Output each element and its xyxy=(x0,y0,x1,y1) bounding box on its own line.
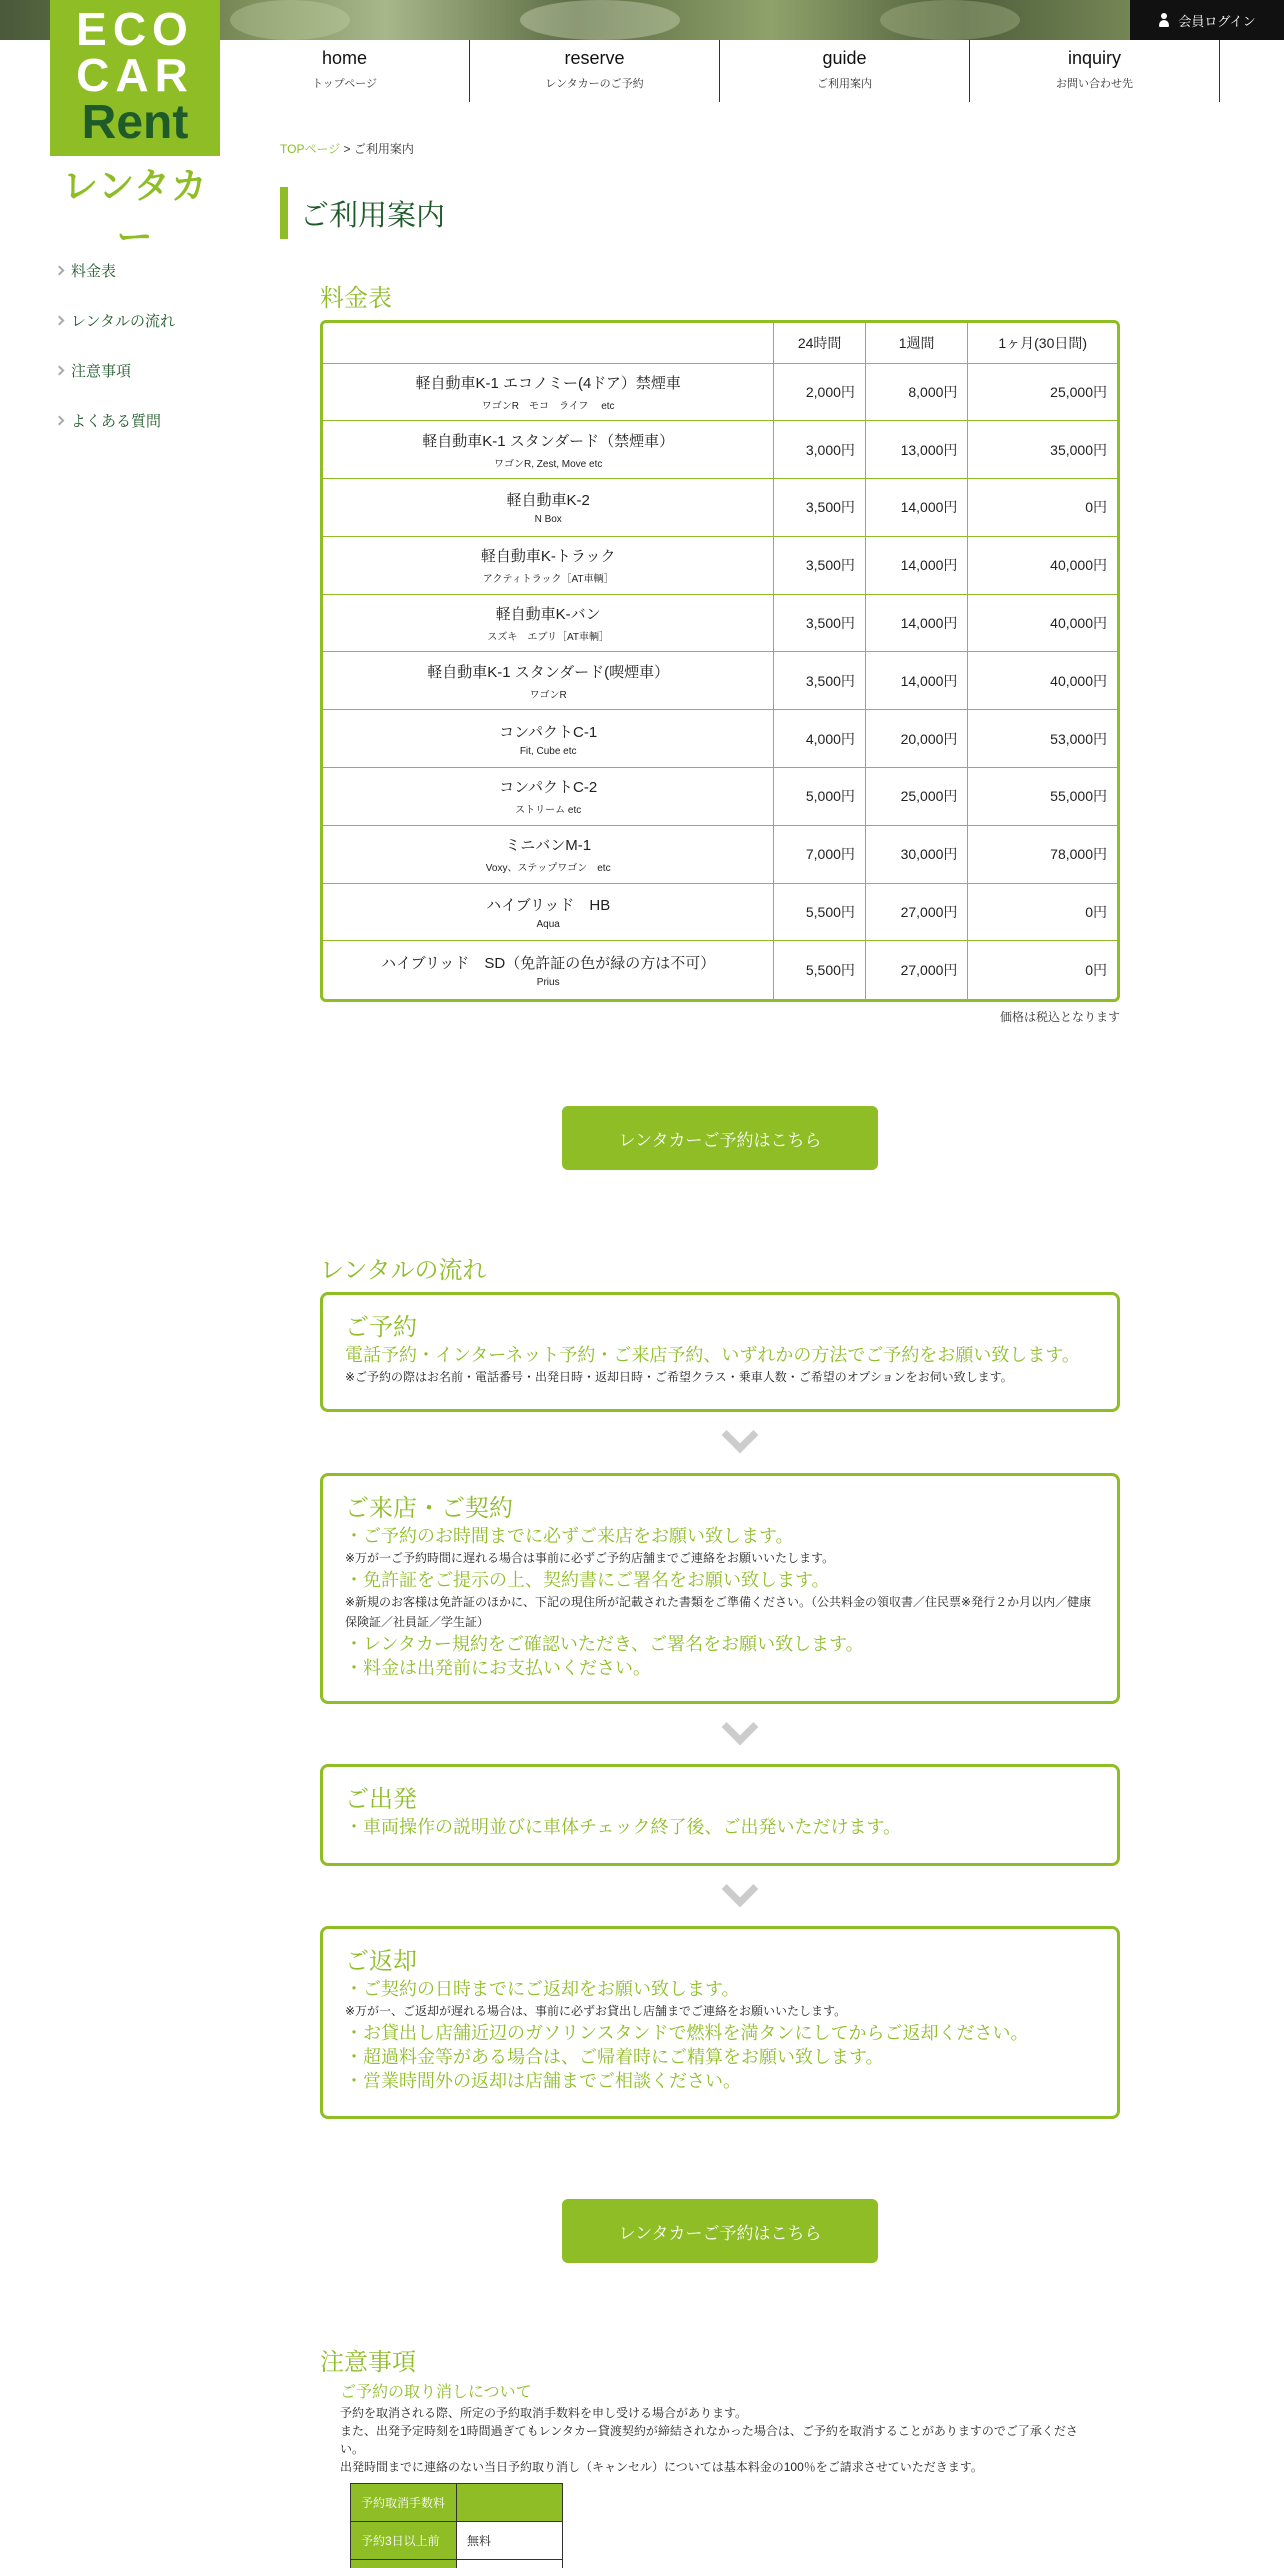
nav-label-ja: トップページ xyxy=(311,78,377,90)
price-1week: 14,000円 xyxy=(865,536,968,594)
price-1month: 35,000円 xyxy=(968,421,1117,479)
price-1week: 20,000円 xyxy=(865,710,968,768)
notice-text: また、出発予定時刻を1時間過ぎてもレンタカー貸渡契約が締結されなかった場合は、ご予約を取消することがありますのでご了承ください。 xyxy=(340,2424,1078,2456)
foliage-decoration xyxy=(880,0,1020,40)
step-note: ※万が一、ご返却が遅れる場合は、事前に必ずお貸出し店舗までご連絡をお願いいたします。 xyxy=(345,2004,847,2018)
price-24h: 3,500円 xyxy=(774,536,866,594)
nav-guide[interactable] xyxy=(720,40,970,102)
table-row xyxy=(323,536,1117,594)
flow-step-depart xyxy=(320,1764,1120,1866)
tax-note: 価格は税込となります xyxy=(999,1010,1120,1024)
reserve-cta-button[interactable]: レンタカーご予約はこちら xyxy=(562,2199,878,2263)
step-line: ・レンタカー規約をご確認いただき、ご署名をお願い致します。 xyxy=(345,1634,864,1654)
cancellation-notice xyxy=(340,2382,1100,2476)
step-line: ・免許証をご提示の上、契約書にご署名をお願い致します。 xyxy=(345,1570,830,1590)
flow-step-reserve xyxy=(320,1292,1120,1412)
vehicle-class-cell xyxy=(323,421,774,479)
fee-label-cell xyxy=(351,2560,457,2568)
foliage-decoration xyxy=(230,0,350,40)
vehicle-models: Aqua xyxy=(536,919,560,931)
vehicle-models: Fit, Cube etc xyxy=(519,745,577,757)
price-1month: 78,000円 xyxy=(968,825,1117,883)
vehicle-class-cell xyxy=(323,768,774,826)
vehicle-class-cell xyxy=(323,594,774,652)
price-24h: 2,000円 xyxy=(774,363,866,421)
sidebar-item-flow[interactable] xyxy=(56,295,256,345)
chevron-right-icon xyxy=(55,315,65,325)
vehicle-class-name: コンパクトC-1 xyxy=(499,723,598,741)
step-title: ご返却 xyxy=(345,1948,417,1975)
table-row xyxy=(351,2560,563,2568)
fee-value-cell: 無料 xyxy=(457,2522,563,2560)
price-24h: 7,000円 xyxy=(774,825,866,883)
vehicle-class-name: 軽自動車K-バン xyxy=(495,606,601,624)
notice-text: 予約を取消される際、所定の予約取消手数料を申し受ける場合があります。 xyxy=(340,2406,748,2420)
chevron-down-icon xyxy=(722,1871,759,1908)
pricing-heading: 料金表 xyxy=(320,285,392,312)
vehicle-models: N Box xyxy=(534,514,562,526)
vehicle-class-name: コンパクトC-2 xyxy=(499,779,598,797)
nav-home[interactable] xyxy=(220,40,470,102)
nav-label-ja: ご利用案内 xyxy=(817,78,872,90)
flow-step-return xyxy=(320,1926,1120,2119)
fee-header-cell-empty xyxy=(457,2484,563,2522)
fee-label-cell: 予約3日以上前 xyxy=(351,2522,457,2560)
price-1month: 40,000円 xyxy=(968,594,1117,652)
step-note: ※ご予約の際はお名前・電話番号・出発日時・返却日時・ご希望クラス・乗車人数・ご希望のオプションをお伺い致します。 xyxy=(345,1370,1013,1384)
nav-inquiry[interactable] xyxy=(970,40,1220,102)
vehicle-models: アクティトラック［AT車輌］ xyxy=(482,574,614,586)
price-24h: 5,500円 xyxy=(774,941,866,999)
step-note: ※新規のお客様は免許証のほかに、下記の現住所が記載された書類をご準備ください。（公共料金の領収書／住民票※発行２か月以内／健康保険証／社員証／学生証） xyxy=(345,1595,1092,1629)
chevron-down-icon xyxy=(722,1417,759,1454)
price-24h: 3,000円 xyxy=(774,421,866,479)
table-row xyxy=(323,594,1117,652)
price-24h: 5,500円 xyxy=(774,883,866,941)
price-1week: 25,000円 xyxy=(865,768,968,826)
vehicle-models: ワゴンR モコ ライフ etc xyxy=(481,400,615,412)
step-line: 電話予約・インターネット予約・ご来店予約、いずれかの方法でご予約をお願い致します。 xyxy=(345,1345,1080,1365)
vehicle-models: ストリーム etc xyxy=(515,805,582,817)
vehicle-class-name: ハイブリッド SD（免許証の色が緑の方は不可） xyxy=(381,955,716,973)
step-line: ・お貸出し店舗近辺のガソリンスタンドで燃料を満タンにしてからご返却ください。 xyxy=(345,2023,1029,2043)
price-1week: 14,000円 xyxy=(865,594,968,652)
breadcrumb xyxy=(280,140,414,157)
column-header: 24時間 xyxy=(774,323,866,363)
site-logo[interactable] xyxy=(50,0,220,257)
sidebar-item-notes[interactable] xyxy=(56,345,256,395)
page-title: ご利用案内 xyxy=(280,187,445,239)
foliage-decoration xyxy=(520,0,680,40)
table-row xyxy=(351,2522,563,2560)
price-24h: 4,000円 xyxy=(774,710,866,768)
price-1week: 27,000円 xyxy=(865,883,968,941)
sidebar-item-label: 注意事項 xyxy=(71,362,132,380)
logo-line-eco: ECO xyxy=(76,3,194,55)
vehicle-class-name: ミニバンM-1 xyxy=(505,837,592,855)
price-24h: 5,000円 xyxy=(774,768,866,826)
step-line: ・料金は出発前にお支払いください。 xyxy=(345,1658,651,1678)
sidebar-item-label: よくある質問 xyxy=(71,412,162,430)
vehicle-class-cell xyxy=(323,652,774,710)
fee-header-cell: 予約取消手数料 xyxy=(351,2484,457,2522)
logo-kana: レンタカー xyxy=(62,165,208,257)
nav-label-ja: お問い合わせ先 xyxy=(1056,78,1133,90)
price-1week: 14,000円 xyxy=(865,652,968,710)
table-header-row xyxy=(323,323,1117,363)
vehicle-models: ワゴンR xyxy=(529,689,567,701)
step-title: ご来店・ご契約 xyxy=(345,1495,513,1522)
vehicle-models: スズキ エブリ［AT車輌］ xyxy=(487,632,609,644)
step-note: ※万が一ご予約時間に遅れる場合は事前に必ずご予約店舗までご連絡をお願いいたします。 xyxy=(345,1551,835,1565)
breadcrumb-current: ご利用案内 xyxy=(353,142,414,156)
vehicle-models: Prius xyxy=(536,977,560,989)
table-row xyxy=(323,363,1117,421)
logo-line-car: CAR xyxy=(76,49,194,101)
table-row xyxy=(323,768,1117,826)
nav-reserve[interactable] xyxy=(470,40,720,102)
nav-label-en: guide xyxy=(822,48,867,68)
breadcrumb-separator: > xyxy=(340,142,354,156)
price-1month: 55,000円 xyxy=(968,768,1117,826)
vehicle-class-name: 軽自動車K-トラック xyxy=(480,548,616,566)
global-nav xyxy=(220,40,1220,102)
table-row xyxy=(323,479,1117,537)
sidebar-nav xyxy=(56,245,256,445)
chevron-right-icon xyxy=(55,265,65,275)
notes-heading: 注意事項 xyxy=(320,2349,416,2376)
price-1month: 40,000円 xyxy=(968,652,1117,710)
table-row xyxy=(323,941,1117,999)
nav-label-en: reserve xyxy=(564,48,625,68)
vehicle-class-name: 軽自動車K-1 スタンダード（禁煙車） xyxy=(422,432,675,450)
price-24h: 3,500円 xyxy=(774,652,866,710)
vehicle-class-cell xyxy=(323,710,774,768)
price-1month: 0円 xyxy=(968,883,1117,941)
column-header: 1週間 xyxy=(865,323,968,363)
column-header: 1ヶ月(30日間) xyxy=(968,323,1117,363)
vehicle-class-cell xyxy=(323,536,774,594)
step-line: ・超過料金等がある場合は、ご帰着時にご精算をお願い致します。 xyxy=(345,2047,884,2067)
step-title: ご予約 xyxy=(345,1314,417,1341)
table-row xyxy=(323,825,1117,883)
table-row xyxy=(323,652,1117,710)
member-login-button[interactable] xyxy=(1130,0,1284,40)
chevron-right-icon xyxy=(55,365,65,375)
logo-badge xyxy=(50,0,220,156)
vehicle-class-cell xyxy=(323,825,774,883)
price-1week: 30,000円 xyxy=(865,825,968,883)
step-line: ・ご契約の日時までにご返却をお願い致します。 xyxy=(345,1979,740,1999)
price-table xyxy=(320,320,1120,1002)
fee-value-cell xyxy=(457,2560,563,2568)
column-header xyxy=(323,323,774,363)
price-24h: 3,500円 xyxy=(774,479,866,537)
notice-title: ご予約の取り消しについて xyxy=(340,2384,532,2401)
step-line: ・車両操作の説明並びに車体チェック終了後、ご出発いただけます。 xyxy=(345,1817,902,1837)
cancellation-fee-table xyxy=(350,2483,563,2568)
nav-label-ja: レンタカーのご予約 xyxy=(545,78,644,90)
vehicle-models: Voxy、ステップワゴン etc xyxy=(485,863,611,875)
reserve-cta-button[interactable]: レンタカーご予約はこちら xyxy=(562,1106,878,1170)
vehicle-class-cell xyxy=(323,479,774,537)
table-row xyxy=(323,421,1117,479)
notice-text: 出発時間までに連絡のない当日予約取り消し（キャンセル）については基本料金の100％をご請求させていただきます。 xyxy=(340,2460,983,2474)
price-24h: 3,500円 xyxy=(774,594,866,652)
price-1month: 53,000円 xyxy=(968,710,1117,768)
price-1week: 27,000円 xyxy=(865,941,968,999)
chevron-down-icon xyxy=(722,1709,759,1746)
member-login-label: 会員ログイン xyxy=(1178,13,1256,29)
step-line: ・ご予約のお時間までに必ずご来店をお願い致します。 xyxy=(345,1526,794,1546)
step-title: ご出発 xyxy=(345,1786,417,1813)
user-icon xyxy=(1158,13,1170,27)
table-row xyxy=(323,710,1117,768)
nav-label-en: home xyxy=(321,48,368,68)
vehicle-class-cell xyxy=(323,941,774,999)
sidebar-item-label: レンタルの流れ xyxy=(71,312,176,330)
vehicle-class-name: ハイブリッド HB xyxy=(486,897,611,915)
nav-label-en: inquiry xyxy=(1067,48,1122,68)
price-1month: 0円 xyxy=(968,941,1117,999)
price-1week: 8,000円 xyxy=(865,363,968,421)
vehicle-class-name: 軽自動車K-2 xyxy=(506,492,590,510)
logo-line-rent: Rent xyxy=(81,96,189,149)
vehicle-class-name: 軽自動車K-1 エコノミー(4ドア）禁煙車 xyxy=(415,374,681,392)
sidebar-item-faq[interactable] xyxy=(56,395,256,445)
flow-heading: レンタルの流れ xyxy=(320,1257,487,1284)
step-line: ・営業時間外の返却は店舗までご相談ください。 xyxy=(345,2071,741,2091)
vehicle-class-cell xyxy=(323,883,774,941)
price-1month: 40,000円 xyxy=(968,536,1117,594)
vehicle-class-cell xyxy=(323,363,774,421)
table-row xyxy=(351,2484,563,2522)
sidebar-item-pricing[interactable] xyxy=(56,245,256,295)
price-1month: 0円 xyxy=(968,479,1117,537)
vehicle-class-name: 軽自動車K-1 スタンダード(喫煙車） xyxy=(427,663,670,681)
price-1month: 25,000円 xyxy=(968,363,1117,421)
breadcrumb-top-link[interactable]: TOPページ xyxy=(280,142,341,156)
flow-step-visit xyxy=(320,1473,1120,1704)
chevron-right-icon xyxy=(55,415,65,425)
sidebar-item-label: 料金表 xyxy=(71,262,117,280)
vehicle-models: ワゴンR, Zest, Move etc xyxy=(494,458,603,470)
price-1week: 13,000円 xyxy=(865,421,968,479)
table-row xyxy=(323,883,1117,941)
price-1week: 14,000円 xyxy=(865,479,968,537)
